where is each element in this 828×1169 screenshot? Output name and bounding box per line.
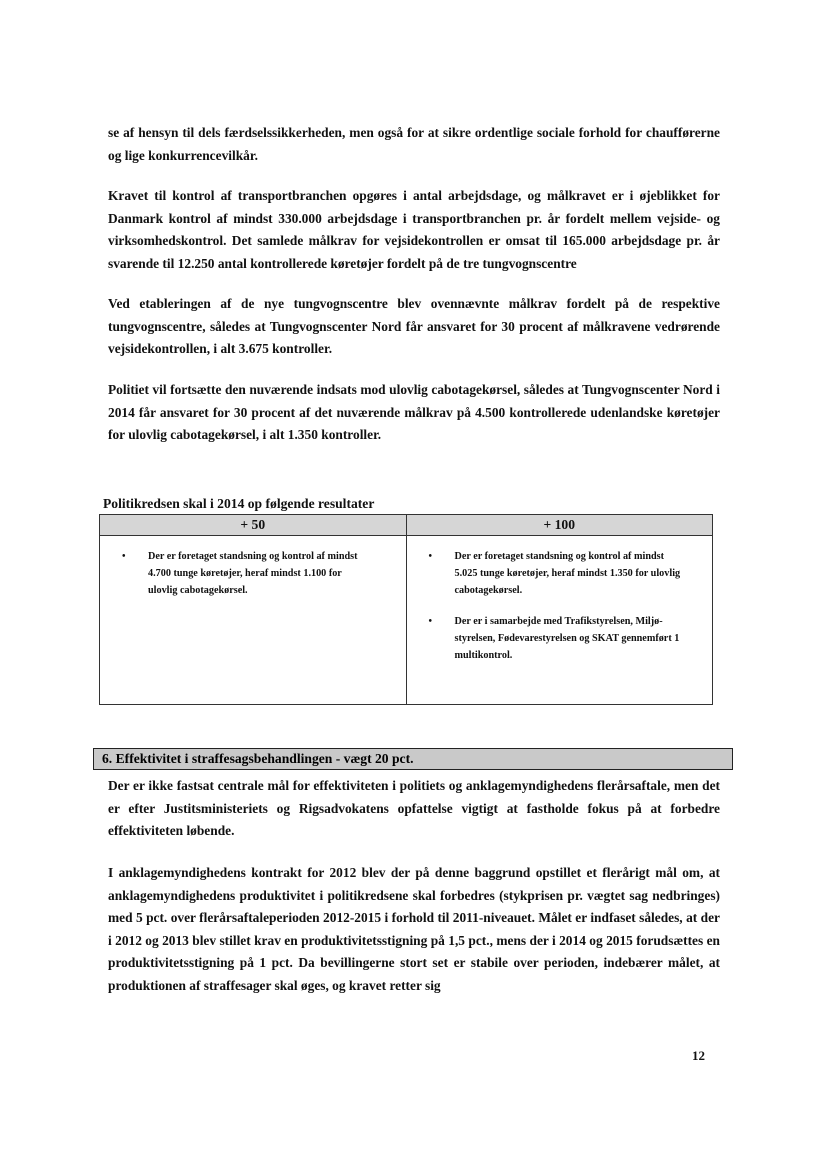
table-caption: Politikredsen skal i 2014 op følgende resultater	[103, 496, 375, 511]
page-number: 12	[692, 1048, 705, 1063]
bullet-icon: •	[428, 616, 433, 627]
bullet-list-plus-50	[106, 548, 400, 599]
table-row	[100, 536, 713, 705]
table-header-row	[100, 515, 713, 536]
list-item-text: Der er foretaget standsning og kontrol af mindst 4.700 tunge køretøjer, heraf mindst 1.100 for ulovlig cabotagekørsel.	[148, 551, 358, 596]
header-plus-50: + 50	[100, 515, 407, 536]
bullet-icon: •	[122, 551, 126, 562]
paragraph-heavy-vehicle-centres: Ved etableringen af de nye tungvognscentre blev ovennævnte målkrav fordelt på de respektive tungvognscentre, således at Tungvognscenter Nord får ansvaret for 30 procent af målkravene vedrørende vejsidekontrollen, i alt 3.675 kontroller.	[108, 296, 720, 356]
cell-plus-100	[406, 536, 713, 705]
paragraph-control-requirement: Kravet til kontrol af transportbranchen opgøres i antal arbejdsdage, og målkravet er i øjeblikket for Danmark kontrol af mindst 330.000 arbejdsdage i transportbranchen pr. år fordelt mellem vejside- og virksomhedskontrol. Det samlede målkrav for vejsidekontrollen er omsat til 165.000 arbejdsdage pr. år svarende til 12.250 antal kontrollerede køretøjer fordelt på de tre tungvognscentre	[108, 188, 720, 271]
results-table	[99, 514, 713, 705]
list-item	[413, 548, 685, 599]
list-item-text: Der er i samarbejde med Trafikstyrelsen, Miljøstyrelsen, Fødevarestyrelsen og SKAT gennemført 1 multikontrol.	[454, 616, 680, 661]
bullet-list-plus-100	[413, 548, 707, 664]
paragraph-productivity: I anklagemyndighedens kontrakt for 2012 blev der på denne baggrund opstillet et flerårigt mål om, at anklagemyndighedens produktivitet i politikredsene skal forbedres (stykprisen pr. vægtet sag nedbringes) med 5 pct. over flerårsaftaleperioden 2012-2015 i forhold til 2011-niveauet. Målet er indfaset således, at der i 2012 og 2013 blev stillet krav en produktivitetsstigning på 1,5 pct., mens der i 2014 og 2015 forudsættes en produktivitetsstigning på 1 pct. Da bevillingerne stort set er stabile over perioden, indebærer målet, at produktionen af straffesager skal øges, og kravet retter sig	[108, 865, 720, 993]
list-item-text: Der er foretaget standsning og kontrol af mindst 5.025 tunge køretøjer, heraf mindst 1.350 for ulovlig cabotagekørsel.	[454, 551, 681, 596]
cell-plus-50	[100, 536, 407, 705]
paragraph-effectiveness: Der er ikke fastsat centrale mål for effektiviteten i politiets og anklagemyndighedens flerårsaftale, men det er efter Justitsministeriets og Rigsadvokatens opfattelse vigtigt at fastholde fokus på at forbedre effektiviteten løbende.	[108, 778, 720, 838]
list-item	[106, 548, 368, 599]
section-heading: 6. Effektivitet i straffesagsbehandlingen - vægt 20 pct.	[93, 748, 733, 770]
paragraph-traffic-safety: se af hensyn til dels færdselssikkerheden, men også for at sikre ordentlige sociale forhold for chaufførerne og lige konkurrencevilkår.	[108, 125, 720, 163]
header-plus-100: + 100	[406, 515, 713, 536]
list-item	[413, 613, 685, 664]
paragraph-cabotage: Politiet vil fortsætte den nuværende indsats mod ulovlig cabotagekørsel, således at Tungvognscenter Nord i 2014 får ansvaret for 30 procent af det nuværende målkrav på 4.500 kontrollerede udenlandske køretøjer for ulovlig cabotagekørsel, i alt 1.350 kontroller.	[108, 382, 720, 442]
bullet-icon: •	[428, 551, 433, 562]
